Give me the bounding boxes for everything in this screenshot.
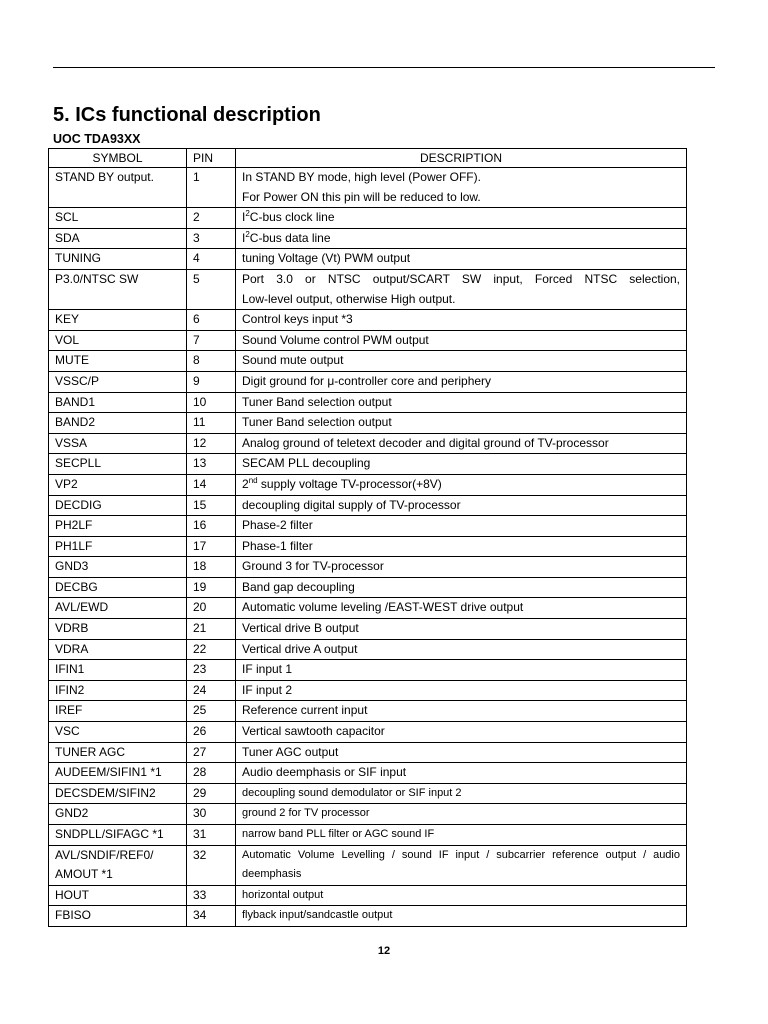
pin-number: 16 — [187, 516, 236, 537]
pin-symbol: IFIN1 — [49, 660, 187, 681]
description-line: Vertical sawtooth capacitor — [242, 724, 385, 739]
pin-symbol: AUDEEM/SIFIN1 *1 — [49, 763, 187, 784]
pin-description — [236, 495, 687, 516]
pin-number: 17 — [187, 536, 236, 557]
pin-description — [236, 516, 687, 537]
description-line: horizontal output — [242, 888, 324, 901]
pin-number: 7 — [187, 330, 236, 351]
description-line: Vertical drive A output — [242, 641, 358, 656]
table-row — [49, 228, 687, 249]
pin-description — [236, 619, 687, 640]
pin-number: 31 — [187, 825, 236, 846]
table-row — [49, 433, 687, 454]
pin-number: 22 — [187, 639, 236, 660]
description-line: Automatic volume leveling /EAST-WEST drive output — [242, 600, 524, 615]
description-line: 2nd supply voltage TV-processor(+8V) — [242, 475, 442, 491]
pin-number: 5 — [187, 269, 236, 309]
description-line: For Power ON this pin will be reduced to low. — [242, 189, 481, 204]
pin-description — [236, 557, 687, 578]
description-line: Ground 3 for TV-processor — [242, 559, 384, 574]
pin-symbol: TUNING — [49, 249, 187, 270]
description-line: Tuner Band selection output — [242, 394, 392, 409]
pin-description — [236, 168, 687, 208]
pin-symbol: DECBG — [49, 577, 187, 598]
pin-description — [236, 783, 687, 804]
pin-symbol: HOUT — [49, 885, 187, 906]
pin-number: 19 — [187, 577, 236, 598]
pin-description — [236, 433, 687, 454]
pin-description — [236, 598, 687, 619]
table-header-row — [49, 149, 687, 168]
pin-symbol: TUNER AGC — [49, 742, 187, 763]
pin-number: 11 — [187, 413, 236, 434]
description-line: Sound mute output — [242, 353, 344, 368]
symbol-column-header: SYMBOL — [49, 149, 187, 168]
pin-number: 25 — [187, 701, 236, 722]
table-row — [49, 351, 687, 372]
description-line: decoupling digital supply of TV-processor — [242, 497, 461, 512]
pin-number: 12 — [187, 433, 236, 454]
pin-number: 2 — [187, 208, 236, 229]
pin-description — [236, 330, 687, 351]
description-line: In STAND BY mode, high level (Power OFF). — [242, 170, 481, 184]
pin-number: 23 — [187, 660, 236, 681]
ic-subtitle: UOC TDA93XX — [53, 132, 141, 146]
table-row — [49, 310, 687, 331]
table-row — [49, 742, 687, 763]
pin-number: 24 — [187, 680, 236, 701]
pin-number: 10 — [187, 392, 236, 413]
pin-description — [236, 413, 687, 434]
description-line: Tuner AGC output — [242, 744, 339, 759]
pin-symbol: VSC — [49, 722, 187, 743]
pin-number: 28 — [187, 763, 236, 784]
pin-symbol: IREF — [49, 701, 187, 722]
pin-number: 21 — [187, 619, 236, 640]
pin-symbol: AVL/EWD — [49, 598, 187, 619]
description-line: deemphasis — [242, 868, 302, 881]
pin-number: 6 — [187, 310, 236, 331]
pin-symbol: SDA — [49, 228, 187, 249]
pin-symbol: DECSDEM/SIFIN2 — [49, 783, 187, 804]
pin-description — [236, 660, 687, 681]
pin-number: 15 — [187, 495, 236, 516]
header-rule — [53, 67, 715, 68]
pin-number: 34 — [187, 906, 236, 927]
description-line: Port 3.0 or NTSC output/SCART SW input, Forced NTSC selection, — [242, 271, 680, 286]
table-row — [49, 168, 687, 208]
pin-symbol: IFIN2 — [49, 680, 187, 701]
pin-description — [236, 351, 687, 372]
pin-number: 1 — [187, 168, 236, 208]
pin-description — [236, 906, 687, 927]
table-row — [49, 763, 687, 784]
table-row — [49, 454, 687, 475]
pin-description — [236, 392, 687, 413]
description-line: decoupling sound demodulator or SIF input 2 — [242, 786, 462, 799]
pin-symbol: VDRB — [49, 619, 187, 640]
table-row — [49, 536, 687, 557]
pin-symbol: SECPLL — [49, 454, 187, 475]
pin-symbol: VDRA — [49, 639, 187, 660]
pin-symbol: VSSC/P — [49, 371, 187, 392]
pin-number: 27 — [187, 742, 236, 763]
description-line: Vertical drive B output — [242, 621, 359, 636]
table-row — [49, 495, 687, 516]
pin-number: 14 — [187, 474, 236, 495]
pin-number: 4 — [187, 249, 236, 270]
pin-description — [236, 536, 687, 557]
description-line: SECAM PLL decoupling — [242, 456, 371, 471]
pin-symbol: STAND BY output. — [49, 168, 187, 208]
description-line: Automatic Volume Levelling / sound IF input / subcarrier reference output / audio — [242, 848, 680, 861]
pin-column-header: PIN — [187, 149, 236, 168]
description-line: Control keys input *3 — [242, 312, 353, 327]
pin-description — [236, 845, 687, 885]
pin-symbol: MUTE — [49, 351, 187, 372]
description-line: $I^2C$-bus clock line — [242, 209, 335, 225]
description-line: narrow band PLL filter or AGC sound IF — [242, 828, 435, 840]
table-row — [49, 680, 687, 701]
table-row — [49, 371, 687, 392]
pin-description — [236, 763, 687, 784]
pin-symbol: KEY — [49, 310, 187, 331]
table-row — [49, 660, 687, 681]
table-row — [49, 619, 687, 640]
description-line: IF input 1 — [242, 662, 293, 677]
pin-description — [236, 722, 687, 743]
pin-number: 32 — [187, 845, 236, 885]
table-body — [49, 168, 687, 927]
table-row — [49, 825, 687, 846]
pin-symbol: DECDIG — [49, 495, 187, 516]
table-row — [49, 783, 687, 804]
pin-symbol: PH2LF — [49, 516, 187, 537]
pin-description — [236, 639, 687, 660]
pin-number: 33 — [187, 885, 236, 906]
pin-description — [236, 208, 687, 229]
pin-description — [236, 825, 687, 846]
pin-description — [236, 228, 687, 249]
pin-symbol: GND2 — [49, 804, 187, 825]
pin-description — [236, 474, 687, 495]
description-line: Audio deemphasis or SIF input — [242, 765, 407, 780]
table-row — [49, 701, 687, 722]
table-row — [49, 392, 687, 413]
pin-description — [236, 310, 687, 331]
pin-number: 26 — [187, 722, 236, 743]
description-line: Phase-1 filter — [242, 538, 313, 553]
description-line: Band gap decoupling — [242, 579, 355, 594]
pin-description — [236, 454, 687, 475]
pin-symbol: P3.0/NTSC SW — [49, 269, 187, 309]
pin-symbol: PH1LF — [49, 536, 187, 557]
pin-number: 3 — [187, 228, 236, 249]
table-row — [49, 804, 687, 825]
pin-symbol: FBISO — [49, 906, 187, 927]
description-line: Reference current input — [242, 703, 368, 718]
table-row — [49, 906, 687, 927]
pin-description — [236, 577, 687, 598]
pin-number: 30 — [187, 804, 236, 825]
pin-number: 13 — [187, 454, 236, 475]
description-column-header: DESCRIPTION — [236, 149, 687, 168]
pin-number: 8 — [187, 351, 236, 372]
table-row — [49, 557, 687, 578]
pin-description — [236, 742, 687, 763]
pin-description — [236, 701, 687, 722]
description-line: Phase-2 filter — [242, 518, 313, 533]
table-row — [49, 474, 687, 495]
pin-symbol: BAND1 — [49, 392, 187, 413]
table-row — [49, 598, 687, 619]
description-line: $I^2C$-bus data line — [242, 229, 331, 245]
pin-symbol: SNDPLL/SIFAGC *1 — [49, 825, 187, 846]
pin-description-table — [48, 148, 687, 927]
pin-symbol: VP2 — [49, 474, 187, 495]
description-line: tuning Voltage (Vt) PWM output — [242, 251, 411, 266]
table-row — [49, 208, 687, 229]
table-row — [49, 722, 687, 743]
description-line: Sound Volume control PWM output — [242, 332, 429, 347]
table-row — [49, 845, 687, 885]
pin-number: 29 — [187, 783, 236, 804]
pin-number: 9 — [187, 371, 236, 392]
description-line: Low-level output, otherwise High output. — [242, 291, 456, 306]
table-row — [49, 413, 687, 434]
description-line: Digit ground for μ-controller core and periphery — [242, 373, 492, 388]
pin-symbol: VSSA — [49, 433, 187, 454]
pin-description — [236, 249, 687, 270]
table-row — [49, 885, 687, 906]
table-row — [49, 639, 687, 660]
table-row — [49, 516, 687, 537]
table-row — [49, 577, 687, 598]
pin-symbol: SCL — [49, 208, 187, 229]
pin-symbol: BAND2 — [49, 413, 187, 434]
section-title: 5. ICs functional description — [53, 104, 321, 126]
pin-symbol: AVL/SNDIF/REF0/ AMOUT *1 — [49, 845, 187, 885]
pin-description — [236, 680, 687, 701]
description-line: flyback input/sandcastle output — [242, 909, 393, 922]
pin-description — [236, 371, 687, 392]
table-row — [49, 330, 687, 351]
pin-description — [236, 269, 687, 309]
table-row — [49, 269, 687, 309]
description-line: Analog ground of teletext decoder and digital ground of TV-processor — [242, 435, 609, 450]
pin-symbol: VOL — [49, 330, 187, 351]
description-line: ground 2 for TV processor — [242, 807, 370, 820]
description-line: Tuner Band selection output — [242, 415, 392, 430]
pin-description — [236, 885, 687, 906]
pin-symbol: GND3 — [49, 557, 187, 578]
pin-description — [236, 804, 687, 825]
pin-number: 18 — [187, 557, 236, 578]
description-line: IF input 2 — [242, 682, 293, 697]
table-row — [49, 249, 687, 270]
page-number: 12 — [377, 945, 391, 957]
pin-number: 20 — [187, 598, 236, 619]
